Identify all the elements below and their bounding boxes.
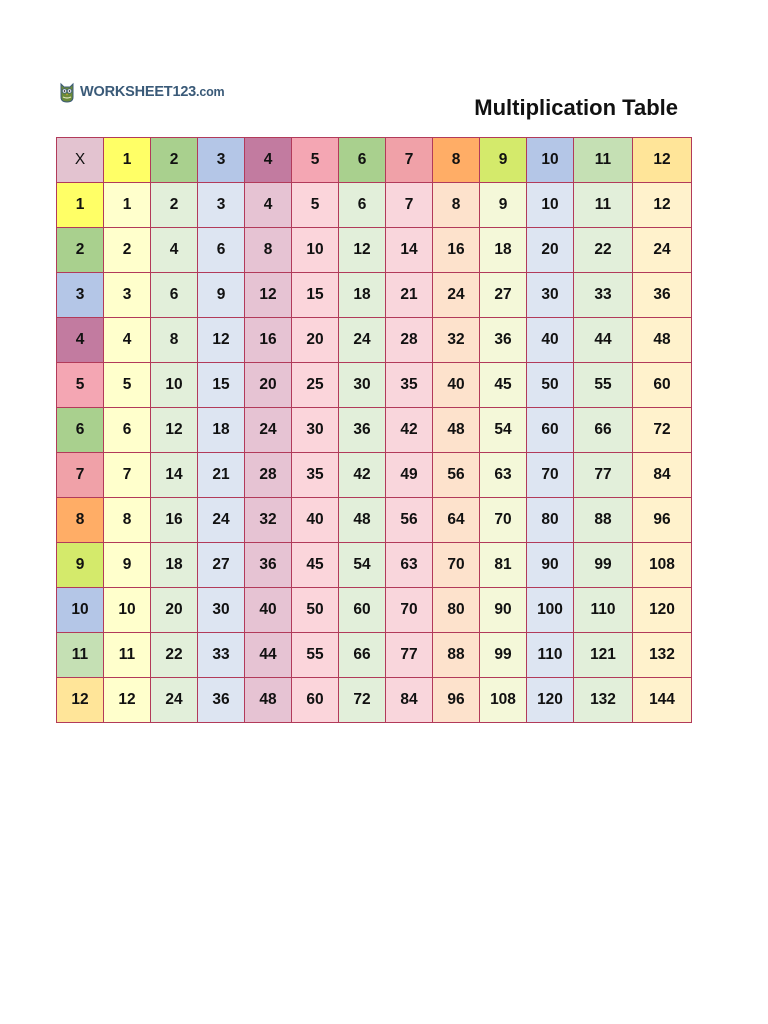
- product-cell: 22: [151, 633, 198, 678]
- product-cell: 70: [480, 498, 527, 543]
- product-cell: 2: [151, 183, 198, 228]
- column-header: 3: [198, 138, 245, 183]
- product-cell: 144: [633, 678, 692, 723]
- column-header: 8: [433, 138, 480, 183]
- product-cell: 30: [292, 408, 339, 453]
- product-cell: 35: [386, 363, 433, 408]
- product-cell: 55: [292, 633, 339, 678]
- table-row: [57, 363, 692, 408]
- product-cell: 6: [198, 228, 245, 273]
- product-cell: 11: [574, 183, 633, 228]
- product-cell: 60: [527, 408, 574, 453]
- product-cell: 70: [527, 453, 574, 498]
- product-cell: 32: [245, 498, 292, 543]
- product-cell: 80: [433, 588, 480, 633]
- multiplication-table: [56, 137, 692, 723]
- product-cell: 66: [574, 408, 633, 453]
- product-cell: 50: [527, 363, 574, 408]
- product-cell: 110: [527, 633, 574, 678]
- product-cell: 84: [386, 678, 433, 723]
- product-cell: 27: [480, 273, 527, 318]
- product-cell: 66: [339, 633, 386, 678]
- product-cell: 4: [104, 318, 151, 363]
- product-cell: 77: [574, 453, 633, 498]
- product-cell: 10: [527, 183, 574, 228]
- product-cell: 84: [633, 453, 692, 498]
- product-cell: 63: [386, 543, 433, 588]
- product-cell: 108: [633, 543, 692, 588]
- product-cell: 36: [245, 543, 292, 588]
- product-cell: 54: [480, 408, 527, 453]
- product-cell: 88: [433, 633, 480, 678]
- product-cell: 6: [104, 408, 151, 453]
- column-header: 10: [527, 138, 574, 183]
- product-cell: 40: [433, 363, 480, 408]
- product-cell: 121: [574, 633, 633, 678]
- product-cell: 64: [433, 498, 480, 543]
- table-row: [57, 678, 692, 723]
- product-cell: 40: [527, 318, 574, 363]
- product-cell: 32: [433, 318, 480, 363]
- product-cell: 72: [339, 678, 386, 723]
- product-cell: 10: [292, 228, 339, 273]
- product-cell: 12: [198, 318, 245, 363]
- column-header: 6: [339, 138, 386, 183]
- product-cell: 12: [151, 408, 198, 453]
- product-cell: 28: [386, 318, 433, 363]
- product-cell: 90: [480, 588, 527, 633]
- product-cell: 56: [386, 498, 433, 543]
- table-row: [57, 498, 692, 543]
- column-header: 9: [480, 138, 527, 183]
- table-row: [57, 228, 692, 273]
- row-header: 11: [57, 633, 104, 678]
- product-cell: 90: [527, 543, 574, 588]
- product-cell: 36: [633, 273, 692, 318]
- product-cell: 10: [151, 363, 198, 408]
- product-cell: 8: [104, 498, 151, 543]
- row-header: 5: [57, 363, 104, 408]
- product-cell: 24: [198, 498, 245, 543]
- row-header: 7: [57, 453, 104, 498]
- product-cell: 33: [198, 633, 245, 678]
- product-cell: 14: [151, 453, 198, 498]
- product-cell: 42: [339, 453, 386, 498]
- product-cell: 40: [245, 588, 292, 633]
- product-cell: 7: [104, 453, 151, 498]
- product-cell: 100: [527, 588, 574, 633]
- column-header: 7: [386, 138, 433, 183]
- page-title: Multiplication Table: [474, 95, 678, 120]
- product-cell: 8: [245, 228, 292, 273]
- row-header: 10: [57, 588, 104, 633]
- product-cell: 96: [433, 678, 480, 723]
- table-row: [57, 633, 692, 678]
- column-header: 5: [292, 138, 339, 183]
- product-cell: 4: [245, 183, 292, 228]
- table-row: [57, 318, 692, 363]
- product-cell: 70: [433, 543, 480, 588]
- row-header: 6: [57, 408, 104, 453]
- brand-logo: [58, 80, 224, 104]
- product-cell: 45: [480, 363, 527, 408]
- product-cell: 3: [104, 273, 151, 318]
- product-cell: 99: [480, 633, 527, 678]
- product-cell: 88: [574, 498, 633, 543]
- product-cell: 9: [480, 183, 527, 228]
- product-cell: 12: [245, 273, 292, 318]
- product-cell: 60: [339, 588, 386, 633]
- corner-cell: X: [57, 138, 104, 183]
- column-header: 12: [633, 138, 692, 183]
- row-header: 9: [57, 543, 104, 588]
- product-cell: 36: [339, 408, 386, 453]
- product-cell: 6: [151, 273, 198, 318]
- product-cell: 132: [633, 633, 692, 678]
- product-cell: 6: [339, 183, 386, 228]
- product-cell: 27: [198, 543, 245, 588]
- product-cell: 36: [198, 678, 245, 723]
- product-cell: 21: [198, 453, 245, 498]
- row-header: 12: [57, 678, 104, 723]
- product-cell: 28: [245, 453, 292, 498]
- product-cell: 33: [574, 273, 633, 318]
- product-cell: 60: [633, 363, 692, 408]
- product-cell: 5: [104, 363, 151, 408]
- product-cell: 56: [433, 453, 480, 498]
- product-cell: 12: [339, 228, 386, 273]
- column-header: 4: [245, 138, 292, 183]
- product-cell: 55: [574, 363, 633, 408]
- product-cell: 30: [198, 588, 245, 633]
- table-row: [57, 543, 692, 588]
- product-cell: 15: [198, 363, 245, 408]
- product-cell: 20: [292, 318, 339, 363]
- table-row: [57, 273, 692, 318]
- product-cell: 18: [151, 543, 198, 588]
- product-cell: 35: [292, 453, 339, 498]
- product-cell: 8: [151, 318, 198, 363]
- table-row: [57, 588, 692, 633]
- product-cell: 24: [433, 273, 480, 318]
- row-header: 3: [57, 273, 104, 318]
- row-header: 8: [57, 498, 104, 543]
- brand-domain: .com: [196, 85, 225, 99]
- product-cell: 80: [527, 498, 574, 543]
- product-cell: 20: [151, 588, 198, 633]
- product-cell: 96: [633, 498, 692, 543]
- product-cell: 12: [633, 183, 692, 228]
- table-row: [57, 408, 692, 453]
- product-cell: 44: [574, 318, 633, 363]
- product-cell: 21: [386, 273, 433, 318]
- product-cell: 48: [339, 498, 386, 543]
- product-cell: 81: [480, 543, 527, 588]
- product-cell: 42: [386, 408, 433, 453]
- product-cell: 18: [198, 408, 245, 453]
- product-cell: 44: [245, 633, 292, 678]
- product-cell: 8: [433, 183, 480, 228]
- product-cell: 24: [245, 408, 292, 453]
- table-row: [57, 183, 692, 228]
- product-cell: 108: [480, 678, 527, 723]
- row-header: 2: [57, 228, 104, 273]
- brand-name: WORKSHEET123.com: [80, 84, 225, 100]
- product-cell: 7: [386, 183, 433, 228]
- product-cell: 20: [527, 228, 574, 273]
- product-cell: 54: [339, 543, 386, 588]
- product-cell: 9: [198, 273, 245, 318]
- product-cell: 12: [104, 678, 151, 723]
- product-cell: 45: [292, 543, 339, 588]
- product-cell: 20: [245, 363, 292, 408]
- product-cell: 63: [480, 453, 527, 498]
- product-cell: 72: [633, 408, 692, 453]
- product-cell: 15: [292, 273, 339, 318]
- product-cell: 40: [292, 498, 339, 543]
- product-cell: 25: [292, 363, 339, 408]
- product-cell: 22: [574, 228, 633, 273]
- product-cell: 10: [104, 588, 151, 633]
- product-cell: 77: [386, 633, 433, 678]
- product-cell: 16: [151, 498, 198, 543]
- product-cell: 16: [245, 318, 292, 363]
- product-cell: 36: [480, 318, 527, 363]
- product-cell: 24: [633, 228, 692, 273]
- row-header: 4: [57, 318, 104, 363]
- product-cell: 16: [433, 228, 480, 273]
- product-cell: 30: [527, 273, 574, 318]
- product-cell: 120: [633, 588, 692, 633]
- owl-icon: [58, 81, 76, 103]
- column-header: 2: [151, 138, 198, 183]
- product-cell: 120: [527, 678, 574, 723]
- product-cell: 4: [151, 228, 198, 273]
- product-cell: 99: [574, 543, 633, 588]
- product-cell: 49: [386, 453, 433, 498]
- row-header: 1: [57, 183, 104, 228]
- table-row: [57, 453, 692, 498]
- product-cell: 48: [633, 318, 692, 363]
- product-cell: 110: [574, 588, 633, 633]
- product-cell: 30: [339, 363, 386, 408]
- product-cell: 18: [480, 228, 527, 273]
- product-cell: 11: [104, 633, 151, 678]
- product-cell: 18: [339, 273, 386, 318]
- product-cell: 24: [151, 678, 198, 723]
- product-cell: 70: [386, 588, 433, 633]
- product-cell: 3: [198, 183, 245, 228]
- product-cell: 2: [104, 228, 151, 273]
- product-cell: 48: [433, 408, 480, 453]
- product-cell: 60: [292, 678, 339, 723]
- product-cell: 48: [245, 678, 292, 723]
- product-cell: 24: [339, 318, 386, 363]
- product-cell: 5: [292, 183, 339, 228]
- product-cell: 9: [104, 543, 151, 588]
- product-cell: 14: [386, 228, 433, 273]
- header-row: [57, 138, 692, 183]
- product-cell: 50: [292, 588, 339, 633]
- column-header: 11: [574, 138, 633, 183]
- product-cell: 1: [104, 183, 151, 228]
- column-header: 1: [104, 138, 151, 183]
- product-cell: 132: [574, 678, 633, 723]
